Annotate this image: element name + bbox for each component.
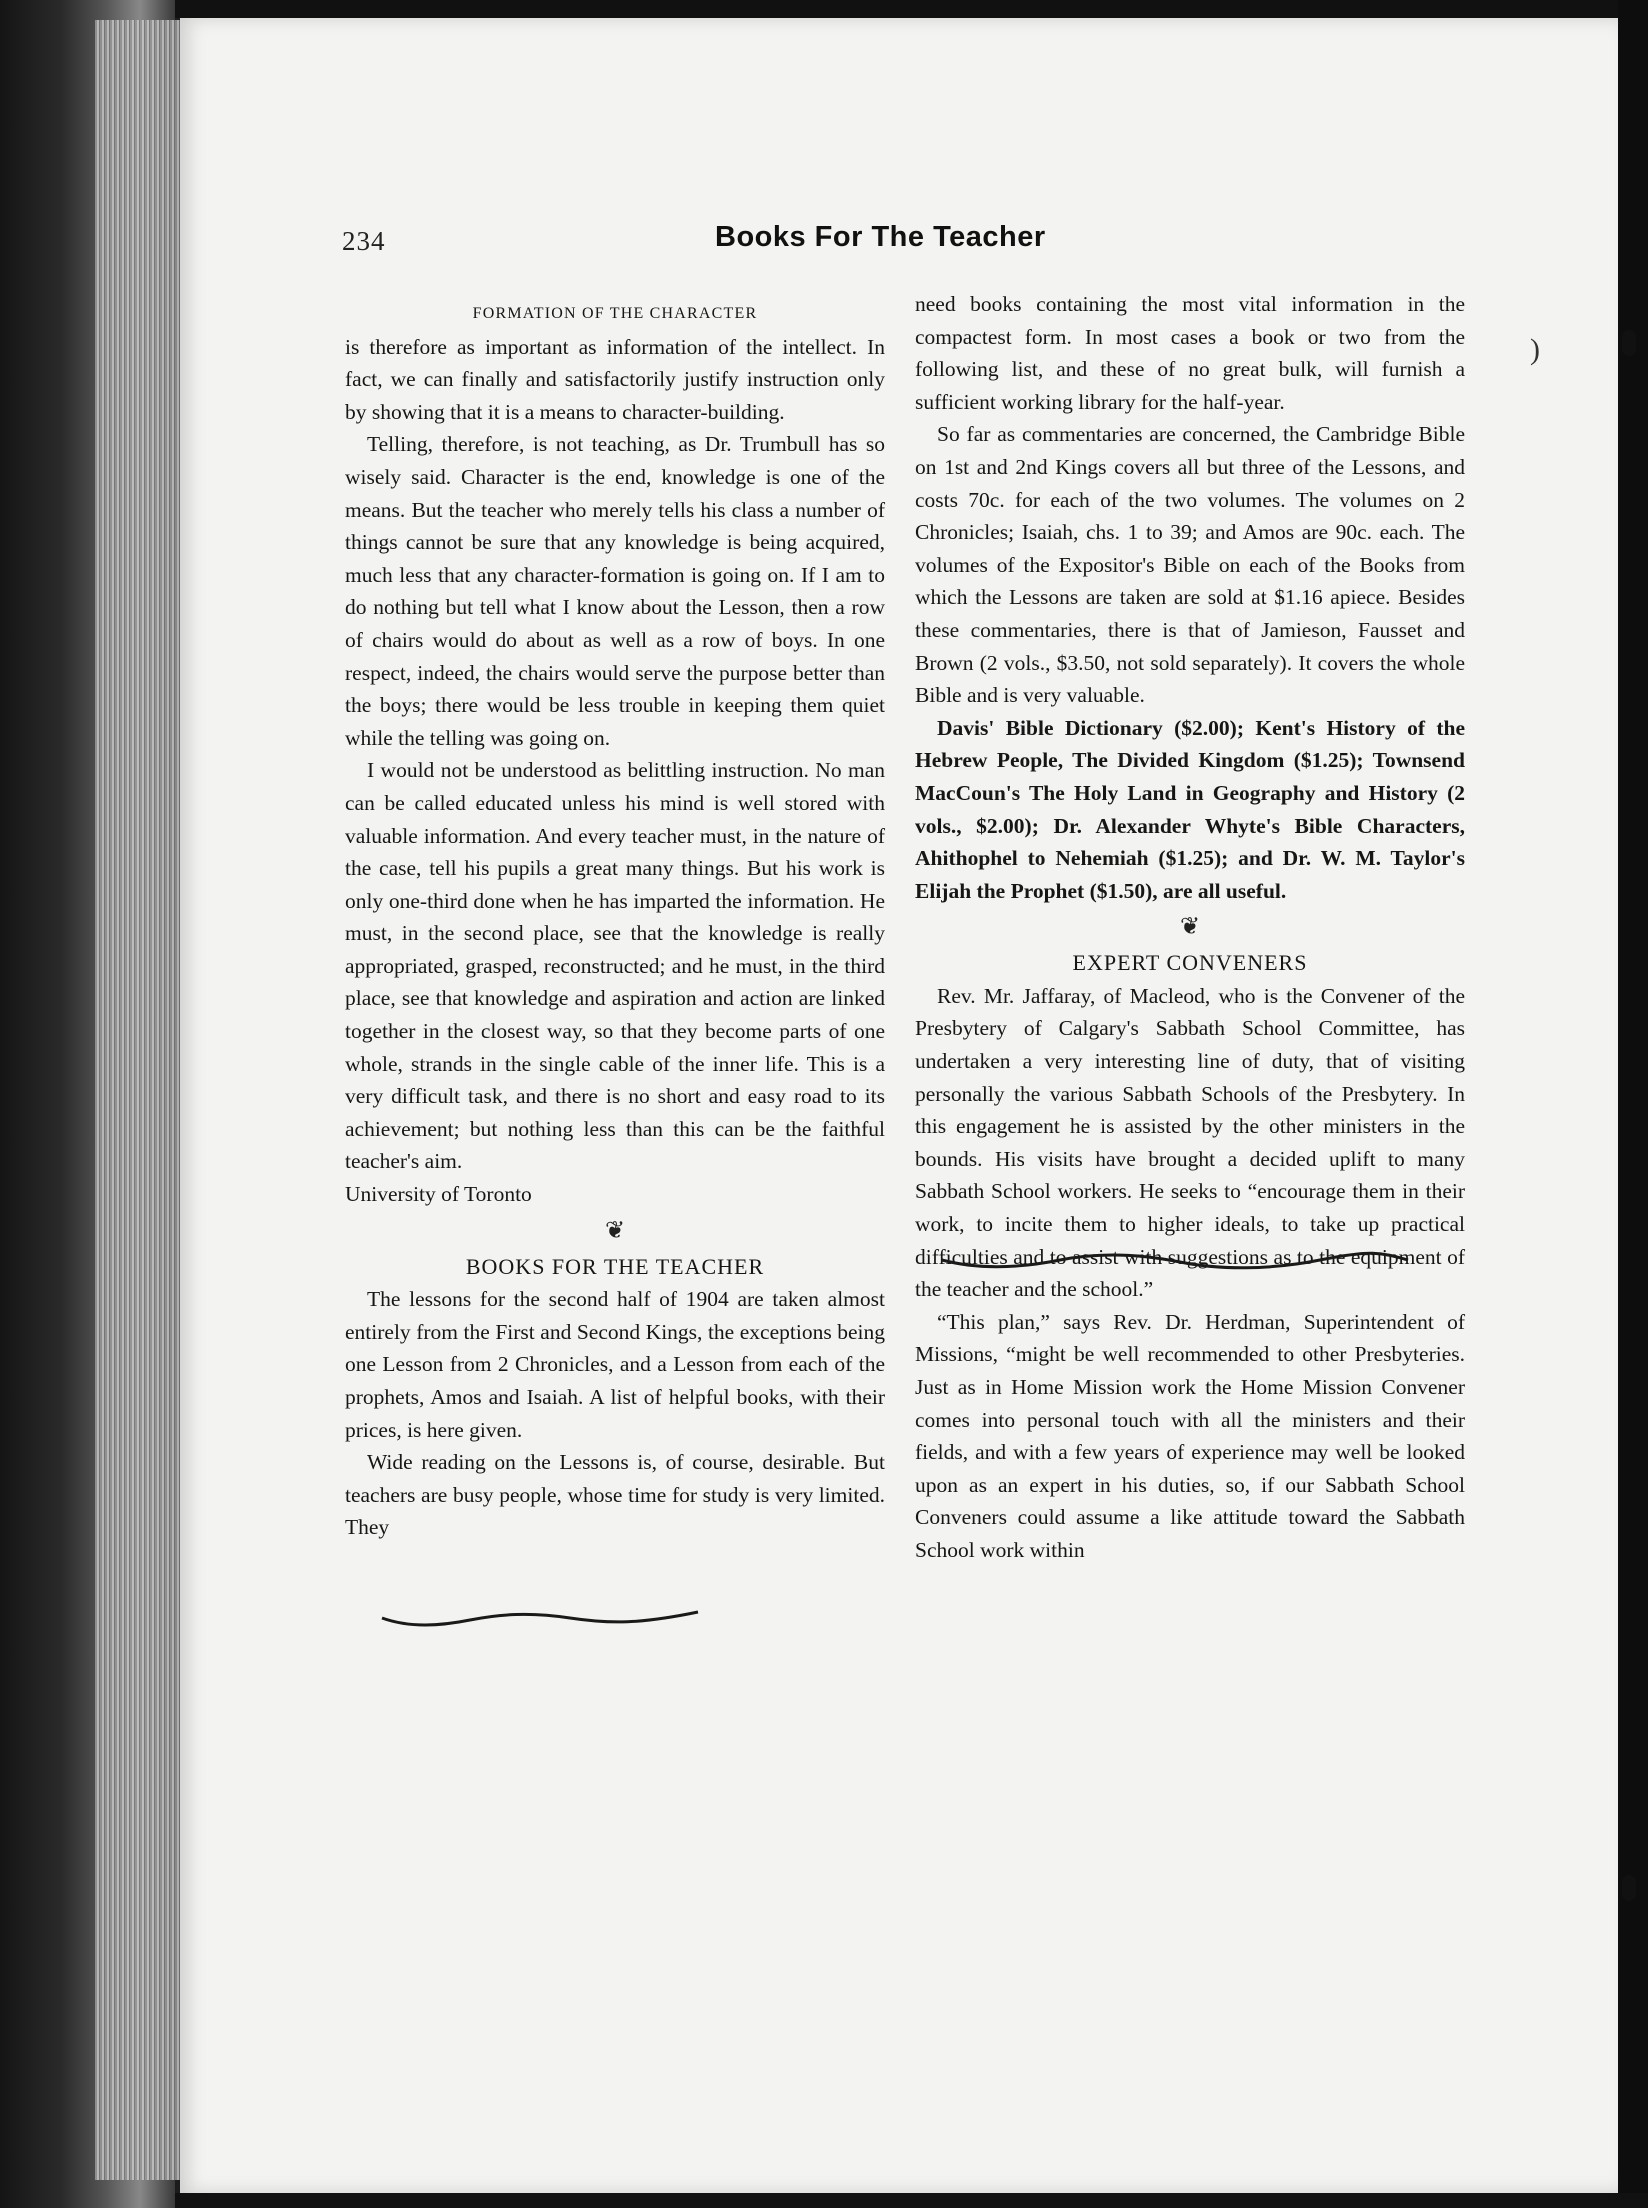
signature-university: University of Toronto	[345, 1182, 532, 1207]
section-subhead: FORMATION OF THE CHARACTER	[472, 305, 758, 322]
scan-top-border	[175, 0, 1648, 18]
right-column	[915, 288, 1465, 1567]
books-heading: BOOKS FOR THE TEACHER	[465, 1253, 765, 1279]
book-page	[180, 18, 1620, 2193]
paragraph-lessons-1904: The lessons for the second half of 1904 are taken almost entirely from the First and Second Kings, the exceptions being one Lesson from 2 Chronicles, and a Lesson from each of the prophets, Amos and Isaiah. A list of helpful books, with their prices, is here given.	[345, 1287, 885, 1442]
binding-hole-icon	[1622, 330, 1636, 356]
paragraph-vital-information: need books containing the most vital information in the compactest form. In most cases a book or two from the following list, and these of no great bulk, will furnish a sufficient working library for the half-year.	[915, 292, 1465, 414]
ornament-divider: ❦	[604, 1217, 626, 1244]
paragraph-belittling-instruction: I would not be understood as belittling instruction. No man can be called educated unless his mind is well stored with valuable information. And every teacher must, in the nature of the case, tell his pupils a great many things. But his work is only one-third done when he has imparted the information. He must, in the second place, see that the knowledge is really appropriated, grasped, reconstructed; and he must, in the third place, see that knowledge and aspiration and action are linked together in the closest way, so that they become parts of one whole, strands in the single cable of the inner life. This is a very difficult task, and there is no short and easy road to its achievement; but nothing less than this can be the faithful teacher's aim.	[345, 758, 885, 1174]
paragraph-jaffaray: Rev. Mr. Jaffaray, of Macleod, who is the Convener of the Presbytery of Calgary's Sabbath School Committee, has undertaken a very interesting line of duty, that of visiting personally the various Sabbath Schools of the Presbytery. In this engagement he is assisted by the other ministers in the bounds. His visits have brought a decided uplift to many Sabbath School workers. He seeks to “encourage them in their work, to incite them to higher ideals, to take up practical difficulties and to assist with suggestions as to the equipment of the teacher and the school.”	[915, 983, 1465, 1302]
paragraph-telling-not-teaching: Telling, therefore, is not teaching, as Dr. Trumbull has so wisely said. Character is the end, knowledge is one of the means. But the teacher who merely tells his class a number of things cannot be sure that any knowledge is being acquired, much less that any character-formation is going on. If I am to do nothing but tell what I know about the Lesson, then a row of chairs would do about as well as a row of boys. In one respect, indeed, the chairs would serve the purpose better than the boys; there would be less trouble in keeping them quiet while the telling was going on.	[345, 432, 885, 750]
page-stack-edge	[95, 20, 180, 2180]
ornament-divider: ❦	[1179, 914, 1201, 941]
margin-pencil-mark: )	[1530, 333, 1540, 366]
paragraph-herdman-quote: “This plan,” says Rev. Dr. Herdman, Superintendent of Missions, “might be well recommended to other Presbyteries. Just as in Home Mission work the Home Mission Convener comes into personal touch with all the ministers and their fields, and with a few years of experience may well be looked upon as an expert in his duties, so, if our Sabbath School Conveners could assume a like attitude toward the Sabbath School work within	[915, 1309, 1465, 1562]
paragraph-commentaries: So far as commentaries are concerned, the Cambridge Bible on 1st and 2nd Kings covers all but three of the Lessons, and costs 70c. for each of the two volumes. The volumes on 2 Chronicles; Isaiah, chs. 1 to 39; and Amos are 90c. each. The volumes of the Expositor's Bible on each of the Books from which the Lessons are taken are sold at $1.16 apiece. Besides these commentaries, there is that of Jamieson, Fausset and Brown (2 vols., $3.50, not sold separately). It covers the whole Bible and is very valuable.	[915, 422, 1465, 708]
paragraph-wide-reading: Wide reading on the Lessons is, of course, desirable. But teachers are busy people, whose time for study is very limited. They	[345, 1450, 885, 1540]
handwritten-underline-signature	[380, 1600, 700, 1630]
left-column	[345, 298, 885, 1544]
paragraph-book-list: Davis' Bible Dictionary ($2.00); Kent's History of the Hebrew People, The Divided Kingdom ($1.25); Townsend MacCoun's The Holy Land in Geography and History (2 vols., $2.00); Dr. Alexander Whyte's Bible Characters, Ahithophel to Nehemiah ($1.25); and Dr. W. M. Taylor's Elijah the Prophet ($1.50), are all useful.	[915, 715, 1465, 903]
binding-hole-icon	[1622, 1875, 1636, 1901]
paragraph-character-building: is therefore as important as information of the intellect. In fact, we can finally and satisfactorily justify instruction only by showing that it is a means to character-building.	[345, 334, 885, 424]
page-number: 234	[342, 226, 386, 256]
scan-bottom-border	[175, 2193, 1648, 2208]
conveners-heading: EXPERT CONVENERS	[1072, 950, 1308, 976]
running-title: Books For The Teacher	[715, 221, 1046, 253]
